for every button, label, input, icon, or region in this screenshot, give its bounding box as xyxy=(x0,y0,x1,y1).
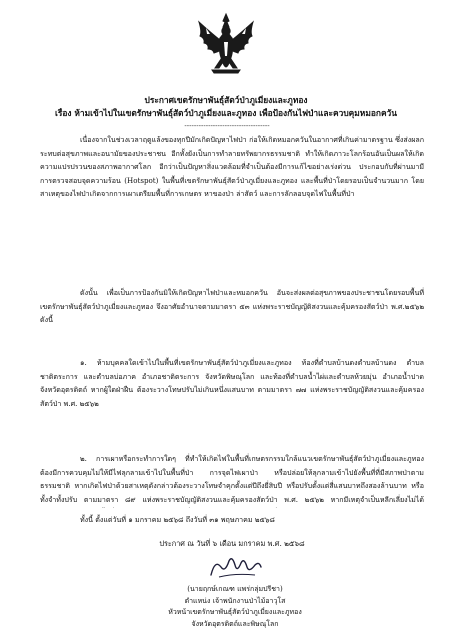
signer-name: (นายฤกษ์เกณฑ แพร่กลุ่มปรีชา) xyxy=(187,585,283,593)
announcement-title: ประกาศเขตรักษาพันธุ์สัตว์ป่าภูเมี่ยงและภูทอง xyxy=(144,95,308,105)
announcement-subject: เรื่อง ห้ามเข้าไปในเขตรักษาพันธุ์สัตว์ป่าภูเมี่ยงและภูทอง เพื่อป้องกันไฟป่าและควบคุมหมอกควัน xyxy=(55,108,397,118)
garuda-emblem-icon xyxy=(196,12,256,76)
paragraph-effective-period: ทั้งนี้ ตั้งแต่วันที่ ๑ มกราคม ๒๕๖๘ ถึงวันที่ ๓๑ พฤษภาคม ๒๕๖๘ xyxy=(80,515,275,524)
signer-province: จังหวัดอุตรดิตถ์และพิษณุโลก xyxy=(191,620,279,628)
title-separator: ------------------------------------ xyxy=(184,123,270,129)
signature-icon xyxy=(205,553,265,581)
paragraph-authority: ดังนั้น เพื่อเป็นการป้องกันมิให้เกิดปัญหาไฟป่าและหมอกควัน อันจะส่งผลต่อสุขภาพของประชาชนโดยรอบพื้นที่ เขตรักษาพันธุ์สัตว์ป่าภูเมี่ยงและภูทอง จึงอาศัยอำนาจตามมาตรา ๕๓ แห่งพระราชบัญญัติสงวนและคุ้มครองสัตว์ป่า พ.ศ.๒๕๖๒ ดังนี้ xyxy=(40,288,424,325)
paragraph-background: เนื่องจากในช่วงเวลาฤดูแล้งของทุกปีมักเกิดปัญหาไฟป่า ก่อให้เกิดหมอกควันในอากาศที่เกินค่ามาตรฐาน ซึ่งส่งผลกระทบต่อสุขภาพและอนามัยของประชาชน อีกทั้งยังเป็นการทำลายทรัพยากรธรรมชาติ ทำให้เกิดภาวะโลกร้อนอันเป็นผลให้เกิดความแปรปรวนของสภาพอากาศโลก อีกว่าเป็นปัญหาสิ่งแวดล้อมที่จำเป็นต้องมีการแก้ไขอย่างเร่งด่วน ประกอบกับที่ผ่านมามีการตรวจสอบจุดความร้อน (Hotspot) ในพื้นที่เขตรักษาพันธุ์สัตว์ป่าภูเมี่ยงและภูทอง และพื้นที่ป่าโดยรอบเป็นจำนวนมาก โดยสาเหตุของไฟป่าเกิดจากการเผาเตรียมพื้นที่การเกษตร หาของป่า ล่าสัตว์ และการลักลอบจุดไฟในพื้นที่ป่า xyxy=(40,135,424,199)
paragraph-clause-1: ๑. ห้ามบุคคลใดเข้าไปในพื้นที่เขตรักษาพันธุ์สัตว์ป่าภูเมี่ยงและภูทอง ท้องที่ตำบลบ้านดงตำบลบ้านดง ตำบลชาติตระการ และตำบลบ่อภาค อำเภอชาติตระการ จังหวัดพิษณุโลก และท้องที่ตำบลน้ำไผ่และตำบลห้วยมุ่น อำเภอน้ำปาด จังหวัดอุตรดิตถ์ หากผู้ใดฝ่าฝืน ต้องระวางโทษปรับไม่เกินหนึ่งแสนบาท ตามมาตรา ๗๗ แห่งพระราชบัญญัติสงวนและคุ้มครองสัตว์ป่า พ.ศ. ๒๕๖๒ xyxy=(40,358,424,408)
given-date: ประกาศ ณ วันที่ ๖ เดือน มกราคม พ.ศ. ๒๕๖๘ xyxy=(159,539,305,548)
signer-role: หัวหน้าเขตรักษาพันธุ์สัตว์ป่าภูเมี่ยงและภูทอง xyxy=(168,608,302,616)
paragraph-clause-2: ๒. การเผาหรือกระทำการใดๆ ที่ทำให้เกิดไฟในพื้นที่เกษตรกรรมใกล้แนวเขตรักษาพันธุ์สัตว์ป่าภูเมี่ยงและภูทอง ต้องมีการควบคุมไม่ให้มีไฟลุกลามเข้าไปในพื้นที่ป่า การจุดไฟเผาป่า หรือปล่อยให้ลุกลามเข้าไปยังพื้นที่ที่มีสภาพป่าตามธรรมชาติ หากเกิดไฟป่าด้วยสาเหตุดังกล่าวต้องระวางโทษจำคุกตั้งแต่ปีถึงยี่สิบปี หรือปรับตั้งแต่สี่แสนบาทถึงสองล้านบาท หรือทั้งจำทั้งปรับ ตามมาตรา ๘๙ แห่งพระราชบัญญัติสงวนและคุ้มครองสัตว์ป่า พ.ศ. ๒๕๖๒ หากมีเหตุจำเป็นหลีกเลี่ยงไม่ได้ xyxy=(40,454,424,504)
signer-position: ตำแหน่ง เจ้าพนักงานป่าไม้อาวุโส xyxy=(184,597,286,605)
